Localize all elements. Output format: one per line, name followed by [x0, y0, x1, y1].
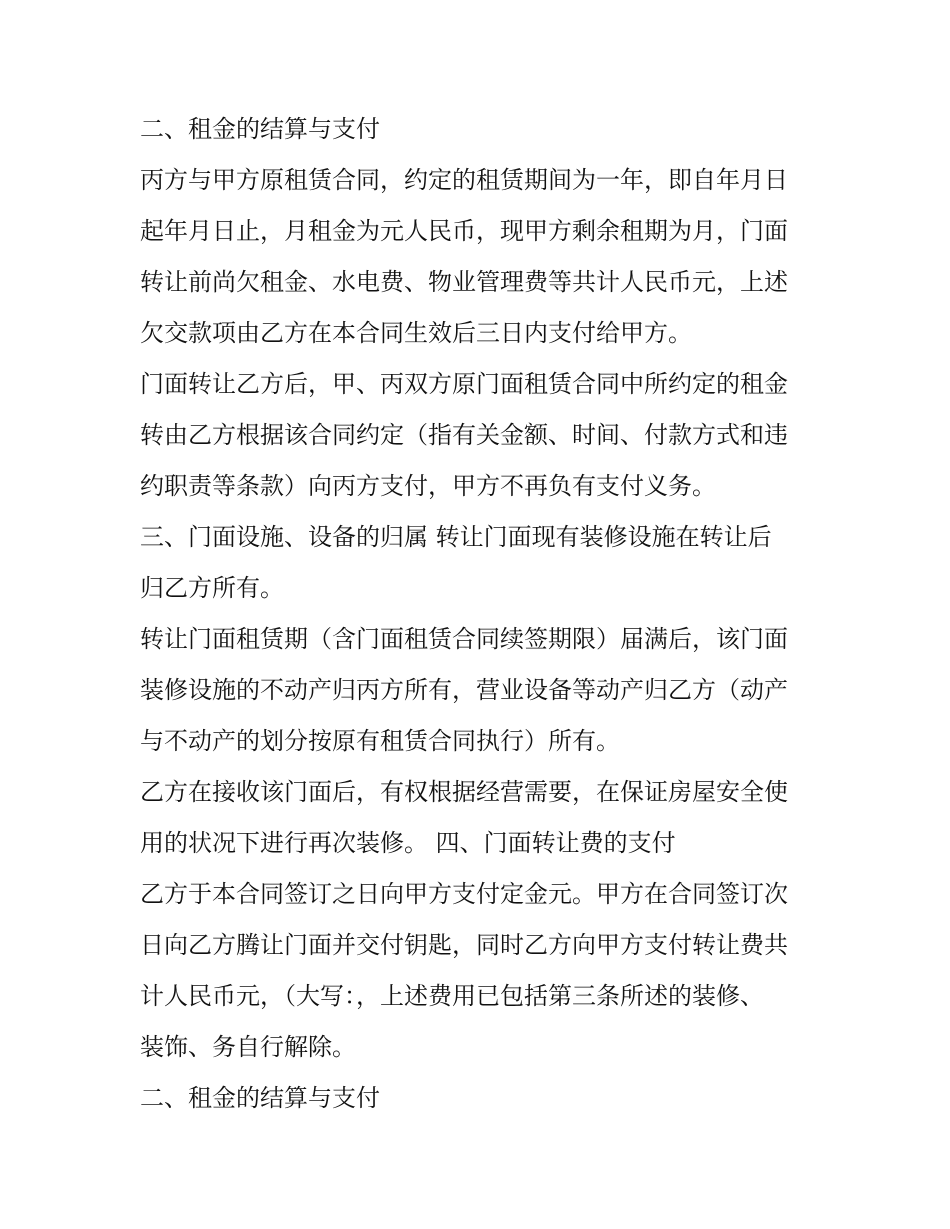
section-heading-rent-settlement: 二、租金的结算与支付: [140, 115, 380, 143]
paragraph-line: 装修设施的不动产归丙方所有，营业设备等动产归乙方（动产: [140, 676, 788, 704]
paragraph-line: 约职责等条款）向丙方支付，甲方不再负有支付义务。: [140, 472, 716, 500]
paragraph-line: 用的状况下进行再次装修。 四、门面转让费的支付: [140, 829, 676, 857]
paragraph-line: 转让门面租赁期（含门面租赁合同续签期限）届满后，该门面: [140, 625, 788, 653]
paragraph-line: 归乙方所有。: [140, 574, 284, 602]
paragraph-line: 乙方于本合同签订之日向甲方支付定金元。甲方在合同签订次: [140, 880, 788, 908]
paragraph-line: 转由乙方根据该合同约定（指有关金额、时间、付款方式和违: [140, 421, 788, 449]
paragraph-line: 与不动产的划分按原有租赁合同执行）所有。: [140, 727, 620, 755]
paragraph-line: 装饰、务自行解除。: [140, 1033, 356, 1061]
paragraph-line: 计人民币元，（大写：，上述费用已包括第三条所述的装修、: [140, 982, 764, 1010]
paragraph-line: 丙方与甲方原租赁合同，约定的租赁期间为一年，即自年月日: [140, 166, 788, 194]
document-body: [140, 104, 820, 1124]
paragraph-line: 日向乙方腾让门面并交付钥匙，同时乙方向甲方支付转让费共: [140, 931, 788, 959]
paragraph-line: 欠交款项由乙方在本合同生效后三日内支付给甲方。: [140, 319, 692, 347]
paragraph-line: 转让前尚欠租金、水电费、物业管理费等共计人民币元，上述: [140, 268, 788, 296]
section-heading-rent-settlement-repeat: 二、租金的结算与支付: [140, 1084, 380, 1112]
paragraph-line: 门面转让乙方后，甲、丙双方原门面租赁合同中所约定的租金: [140, 370, 788, 398]
paragraph-line: 起年月日止，月租金为元人民币，现甲方剩余租期为月，门面: [140, 217, 788, 245]
section-heading-facilities-ownership: 三、门面设施、设备的归属 转让门面现有装修设施在转让后: [140, 523, 772, 551]
paragraph-line: 乙方在接收该门面后，有权根据经营需要，在保证房屋安全使: [140, 778, 788, 806]
